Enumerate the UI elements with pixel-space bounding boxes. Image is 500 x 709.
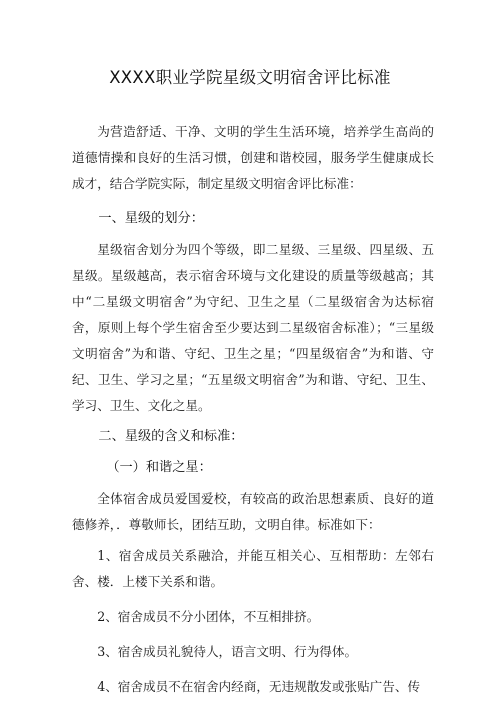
standard-item: 4、宿舍成员不在宿舍内经商，无违规散发或张贴广告、传 bbox=[97, 679, 421, 694]
harmony-intro-paragraph: 全体宿舍成员爱国爱校，有较高的政治思想素质、良好的道德修养，．尊敬师长，团结互助，文明自律。标准如下： bbox=[72, 491, 434, 532]
standard-item: 3、宿舍成员礼貌待人，语言文明、行为得体。 bbox=[97, 644, 358, 659]
section-heading-star-levels: 一、星级的划分： bbox=[98, 211, 204, 226]
intro-paragraph: 为营造舒适、干净、文明的学生生活环境，培养学生高尚的道德情操和良好的生活习惯，创建和谐校园，服务学生健康成长成才，结合学院实际，制定星级文明宿舍评比标准： bbox=[72, 124, 434, 191]
standard-item: 2、宿舍成员不分小团体，不互相排挤。 bbox=[97, 609, 320, 624]
subsection-heading-harmony-star: （一）和谐之星： bbox=[106, 460, 212, 475]
document-title: XXXX职业学院星级文明宿舍评比标准 bbox=[109, 68, 391, 87]
standard-item: 1、宿舍成员关系融洽，并能互相关心、互相帮助：左邻右舍、楼．上楼下关系和谐。 bbox=[72, 548, 434, 589]
document-body bbox=[72, 119, 434, 709]
section-heading-meaning-standards: 二、星级的含义和标准： bbox=[98, 429, 244, 444]
star-levels-paragraph: 星级宿舍划分为四个等级，即二星级、三星级、四星级、五星级。星级越高，表示宿舍环境与文化建设的质量等级越高；其中“二星级文明宿舍”为守纪、卫生之星（二星级宿舍为达标宿舍，原则上每个学生宿舍至少要达到二星级宿舍标准）；“三星级文明宿舍”为和谐、守纪、卫生之星；“四星级宿舍”为和谐、守纪、卫生、学习之星；“五星级文明宿舍”为和谐、守纪、卫生、学习、卫生、文化之星。 bbox=[72, 242, 434, 413]
